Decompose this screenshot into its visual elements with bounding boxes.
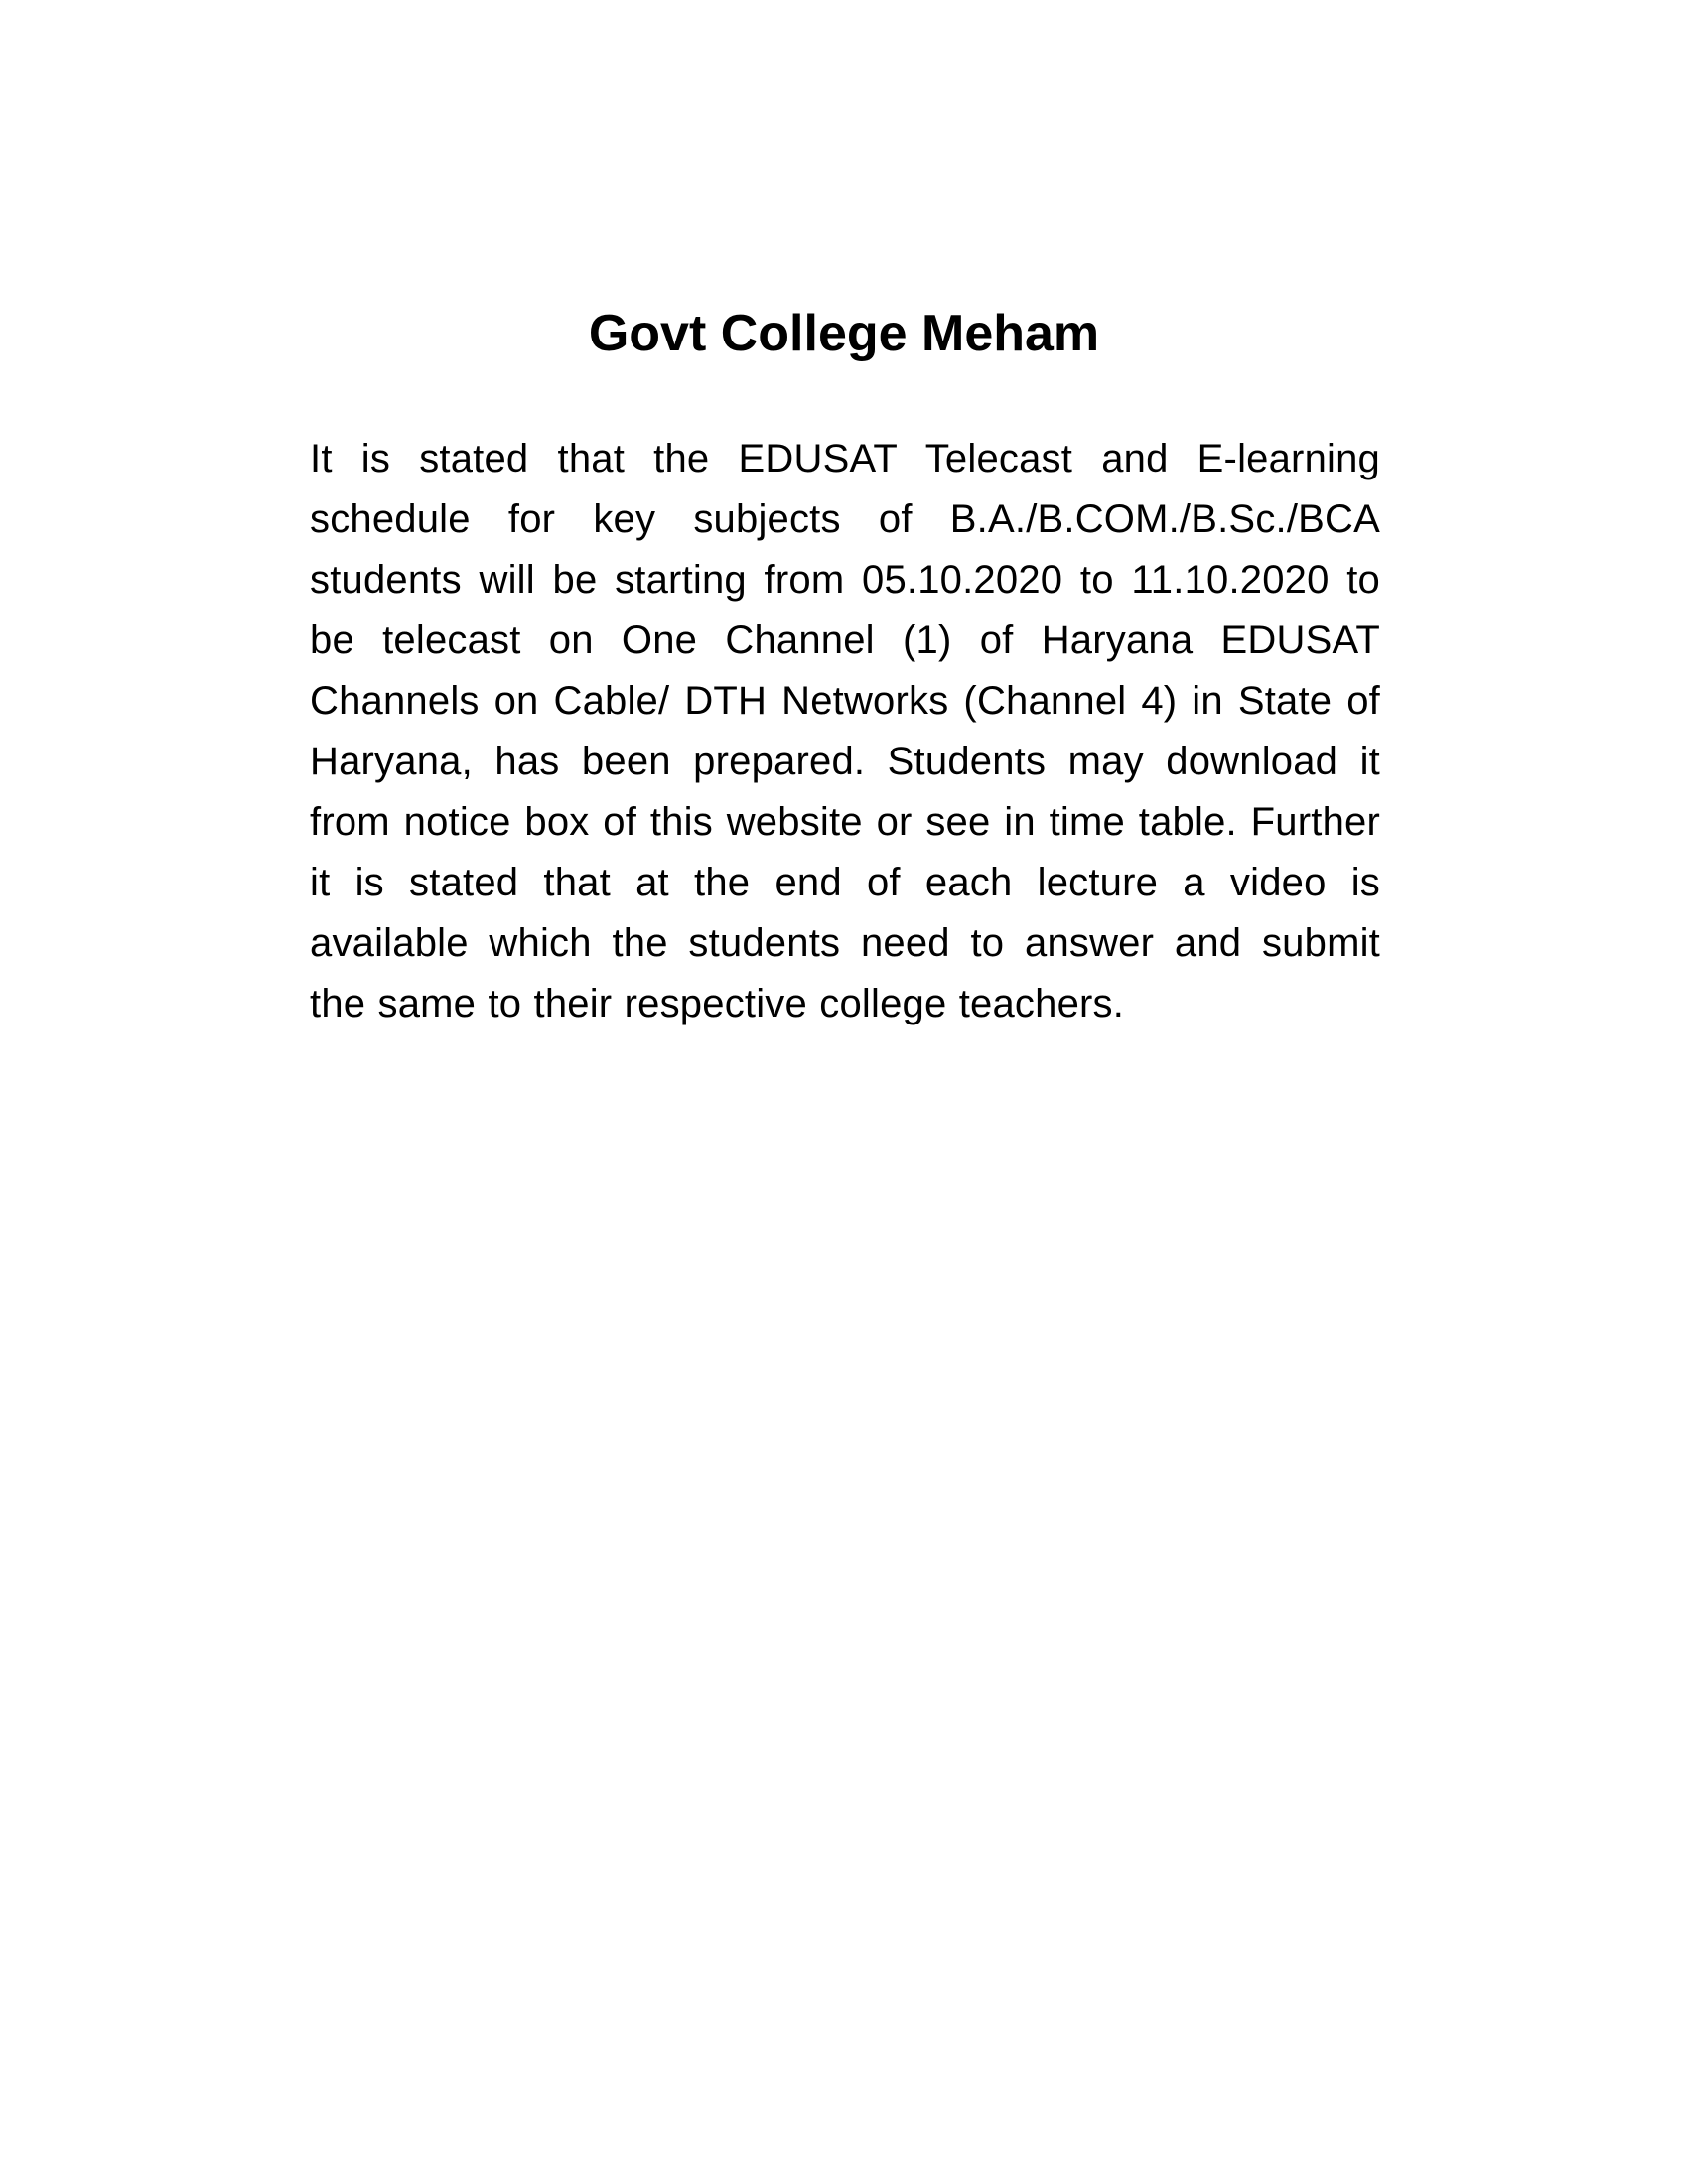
notice-paragraph: It is stated that the EDUSAT Telecast and E-learning schedule for key subjects of B.A./B.COM./B.Sc./BCA students will be starting from 05.10.2020 to 11.10.2020 to be telecast on One Channel (1) of Haryana EDUSAT Channels on Cable/ DTH Networks (Channel 4) in State of Haryana, has been prepared. Students may download it from notice box of this website or see in time table. Further it is stated that at the end of each lecture a video is available which the students need to answer and submit the same to their respective college teachers. [310, 437, 1380, 1025]
document-title: Govt College Meham [588, 305, 1100, 362]
